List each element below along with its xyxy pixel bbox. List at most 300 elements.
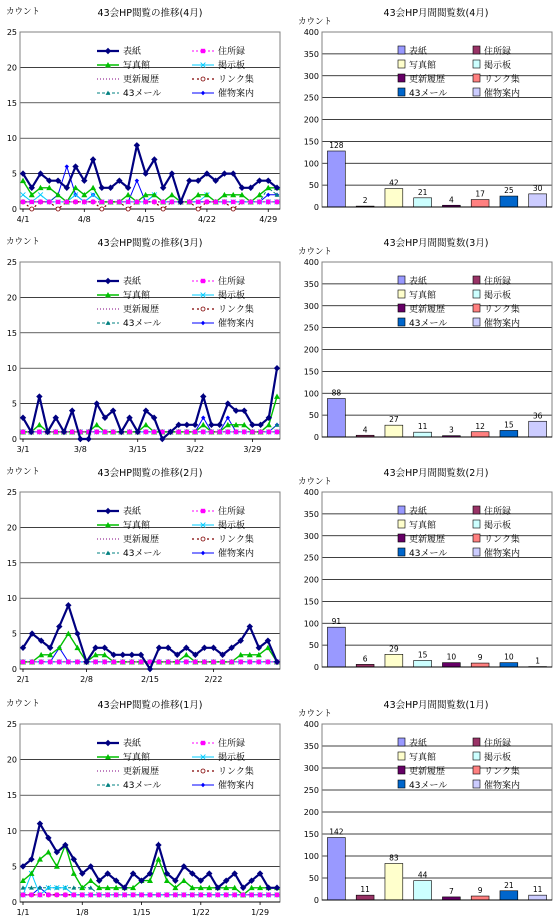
data-point-1 bbox=[148, 893, 152, 897]
bar bbox=[385, 425, 403, 437]
data-point-1 bbox=[48, 660, 52, 664]
line-chart-february bbox=[0, 462, 282, 687]
y-tick-label: 5 bbox=[11, 169, 17, 179]
data-label: 6 bbox=[362, 654, 368, 664]
data-point-1 bbox=[82, 200, 86, 204]
y-tick-label: 350 bbox=[303, 49, 319, 59]
data-point-1 bbox=[111, 430, 115, 434]
legend-label: 催物案内 bbox=[484, 781, 521, 791]
y-axis-label: カウント bbox=[6, 237, 41, 247]
data-point-1 bbox=[73, 200, 77, 204]
data-point-1 bbox=[239, 660, 243, 664]
data-point-2 bbox=[183, 652, 189, 657]
legend-label: 住所録 bbox=[218, 507, 246, 517]
data-point-1 bbox=[250, 430, 254, 434]
data-point-1 bbox=[267, 430, 271, 434]
bar bbox=[471, 663, 489, 667]
legend-marker bbox=[201, 279, 205, 283]
y-tick-label: 350 bbox=[303, 279, 319, 289]
data-point-0 bbox=[129, 652, 135, 658]
chart-title: 43会HP月間閲覧数(1月) bbox=[383, 700, 489, 711]
data-point-3 bbox=[38, 192, 43, 197]
y-tick-label: 20 bbox=[6, 63, 17, 73]
data-point-1 bbox=[117, 200, 121, 204]
legend-swatch bbox=[398, 74, 405, 82]
legend-label: 更新履歴 bbox=[123, 535, 160, 545]
data-point-2 bbox=[169, 192, 175, 197]
bar bbox=[327, 627, 345, 667]
legend-label: 表紙 bbox=[409, 739, 428, 749]
data-point-1 bbox=[216, 893, 220, 897]
data-point-2 bbox=[200, 422, 206, 427]
data-point-1 bbox=[161, 200, 165, 204]
data-point-1 bbox=[217, 430, 221, 434]
y-tick-label: 300 bbox=[303, 531, 319, 541]
data-label: 7 bbox=[448, 886, 454, 896]
y-tick-label: 50 bbox=[308, 874, 319, 883]
x-tick-label: 3/8 bbox=[73, 445, 87, 454]
y-tick-label: 250 bbox=[303, 786, 319, 795]
y-axis-label: カウント bbox=[298, 17, 333, 27]
y-tick-label: 250 bbox=[303, 93, 319, 103]
legend bbox=[97, 505, 254, 559]
legend-label: 表紙 bbox=[123, 739, 142, 749]
data-point-1 bbox=[38, 893, 42, 897]
bar-chart-january bbox=[286, 694, 556, 920]
series-1 bbox=[21, 660, 279, 664]
x-tick-label: 2/1 bbox=[16, 675, 30, 684]
y-tick-label: 350 bbox=[303, 742, 319, 751]
legend-label: 住所録 bbox=[218, 277, 246, 287]
y-axis-label: カウント bbox=[6, 467, 41, 477]
bar bbox=[500, 891, 518, 900]
data-point-2 bbox=[155, 856, 161, 861]
data-point-1 bbox=[170, 200, 174, 204]
legend-label: 表紙 bbox=[409, 507, 428, 517]
legend-swatch bbox=[398, 752, 405, 760]
data-point-5 bbox=[56, 207, 60, 211]
x-tick-label: 1/15 bbox=[132, 908, 151, 917]
data-point-2 bbox=[274, 394, 280, 399]
legend-label: リンク集 bbox=[218, 305, 254, 315]
data-point-1 bbox=[182, 893, 186, 897]
bar bbox=[442, 663, 460, 667]
data-point-0 bbox=[274, 365, 280, 371]
data-point-1 bbox=[30, 200, 34, 204]
legend-marker bbox=[201, 537, 205, 541]
legend-swatch bbox=[473, 276, 480, 284]
data-point-1 bbox=[205, 200, 209, 204]
data-point-1 bbox=[258, 430, 262, 434]
data-point-1 bbox=[139, 660, 143, 664]
legend-label: リンク集 bbox=[484, 767, 520, 777]
data-point-1 bbox=[240, 200, 244, 204]
chart-title: 43会HP月間閲覧数(3月) bbox=[383, 238, 489, 249]
legend-label: 43メール bbox=[123, 549, 162, 559]
data-label: 11 bbox=[360, 885, 370, 895]
legend bbox=[398, 505, 520, 559]
data-label: 11 bbox=[417, 422, 428, 432]
data-point-1 bbox=[97, 893, 101, 897]
bar bbox=[414, 881, 432, 900]
legend-swatch bbox=[398, 766, 405, 774]
data-point-1 bbox=[232, 893, 236, 897]
legend-label: 写真館 bbox=[123, 291, 151, 301]
data-point-1 bbox=[114, 893, 118, 897]
data-point-2 bbox=[164, 878, 170, 883]
data-point-1 bbox=[57, 660, 61, 664]
data-point-1 bbox=[143, 200, 147, 204]
legend-swatch bbox=[473, 88, 480, 96]
legend-label: リンク集 bbox=[218, 767, 254, 777]
bar bbox=[471, 432, 489, 437]
data-point-1 bbox=[70, 430, 74, 434]
data-point-0 bbox=[56, 623, 62, 629]
legend-swatch bbox=[473, 304, 480, 312]
data-point-5 bbox=[231, 207, 235, 211]
legend-label: 掲示板 bbox=[218, 291, 246, 301]
data-point-1 bbox=[103, 430, 107, 434]
data-point-0 bbox=[85, 436, 91, 442]
y-tick-label: 300 bbox=[303, 301, 319, 311]
data-point-1 bbox=[126, 200, 130, 204]
y-tick-label: 100 bbox=[303, 159, 319, 169]
legend-label: 更新履歴 bbox=[409, 305, 446, 315]
data-point-1 bbox=[266, 200, 270, 204]
data-point-1 bbox=[156, 893, 160, 897]
data-point-1 bbox=[257, 200, 261, 204]
legend-swatch bbox=[398, 506, 405, 514]
data-point-0 bbox=[134, 142, 140, 148]
data-label: 10 bbox=[504, 652, 514, 662]
data-label: 10 bbox=[446, 652, 457, 662]
data-label: 11 bbox=[532, 885, 543, 895]
data-point-0 bbox=[77, 436, 83, 442]
data-point-1 bbox=[249, 893, 253, 897]
legend-swatch bbox=[398, 534, 405, 542]
data-point-1 bbox=[66, 660, 70, 664]
legend-marker bbox=[201, 321, 205, 325]
y-tick-label: 0 bbox=[313, 203, 319, 212]
legend-marker bbox=[201, 551, 205, 555]
data-point-1 bbox=[63, 893, 67, 897]
legend-label: 表紙 bbox=[409, 47, 428, 57]
x-tick-label: 2/22 bbox=[204, 675, 223, 684]
data-point-7 bbox=[226, 416, 230, 420]
data-label: 88 bbox=[331, 388, 342, 398]
data-point-1 bbox=[193, 660, 197, 664]
y-tick-label: 0 bbox=[313, 663, 319, 672]
data-point-1 bbox=[108, 200, 112, 204]
legend-label: 表紙 bbox=[123, 507, 142, 517]
y-tick-label: 400 bbox=[303, 258, 319, 267]
y-tick-label: 150 bbox=[303, 830, 319, 839]
y-tick-label: 100 bbox=[303, 619, 319, 629]
legend-swatch bbox=[473, 548, 480, 556]
plot-area bbox=[20, 262, 280, 439]
x-tick-label: 3/22 bbox=[186, 445, 205, 454]
data-point-2 bbox=[45, 849, 51, 854]
legend-swatch bbox=[398, 276, 405, 284]
data-point-1 bbox=[266, 893, 270, 897]
legend-label: 住所録 bbox=[484, 277, 512, 287]
legend-swatch bbox=[473, 46, 480, 54]
legend-label: 43メール bbox=[409, 781, 448, 791]
data-point-1 bbox=[121, 660, 125, 664]
data-point-1 bbox=[55, 893, 59, 897]
data-point-1 bbox=[275, 893, 279, 897]
y-tick-label: 25 bbox=[6, 28, 17, 37]
legend-label: 掲示板 bbox=[218, 753, 246, 763]
legend-swatch bbox=[473, 534, 480, 542]
y-tick-label: 10 bbox=[6, 594, 17, 604]
legend-marker bbox=[201, 783, 205, 787]
data-point-0 bbox=[156, 645, 162, 651]
data-point-1 bbox=[275, 200, 279, 204]
y-tick-label: 15 bbox=[6, 98, 17, 108]
legend-swatch bbox=[473, 752, 480, 760]
data-label: 42 bbox=[389, 178, 399, 188]
y-tick-label: 5 bbox=[11, 629, 17, 639]
chart-title: 43会HP閲覧の推移(2月) bbox=[97, 468, 203, 479]
data-point-0 bbox=[74, 630, 80, 636]
legend-label: 更新履歴 bbox=[123, 75, 160, 85]
legend-label: 写真館 bbox=[409, 521, 437, 531]
data-point-1 bbox=[112, 660, 116, 664]
data-point-1 bbox=[202, 660, 206, 664]
data-point-1 bbox=[152, 430, 156, 434]
series-line-5 bbox=[23, 202, 277, 209]
y-tick-label: 20 bbox=[6, 523, 17, 533]
data-point-1 bbox=[105, 893, 109, 897]
chart-title: 43会HP閲覧の推移(1月) bbox=[97, 700, 203, 711]
legend-label: 写真館 bbox=[123, 753, 151, 763]
legend-swatch bbox=[473, 74, 480, 82]
y-tick-label: 350 bbox=[303, 509, 319, 519]
y-tick-label: 200 bbox=[303, 115, 319, 125]
y-tick-label: 250 bbox=[303, 323, 319, 333]
data-point-1 bbox=[213, 200, 217, 204]
y-tick-label: 200 bbox=[303, 575, 319, 585]
data-point-1 bbox=[131, 893, 135, 897]
bar bbox=[327, 399, 345, 438]
data-point-0 bbox=[65, 602, 71, 608]
y-tick-label: 400 bbox=[303, 720, 319, 729]
legend-label: 更新履歴 bbox=[409, 75, 446, 85]
data-point-1 bbox=[72, 893, 76, 897]
y-tick-label: 0 bbox=[11, 898, 17, 907]
data-point-1 bbox=[56, 200, 60, 204]
data-point-0 bbox=[155, 842, 161, 848]
data-label: 4 bbox=[448, 195, 454, 205]
y-axis-label: カウント bbox=[6, 7, 41, 17]
data-point-2 bbox=[181, 878, 187, 883]
legend-label: リンク集 bbox=[218, 535, 254, 545]
line-chart-march bbox=[0, 232, 282, 457]
x-tick-label: 4/29 bbox=[259, 215, 278, 224]
x-tick-label: 1/8 bbox=[75, 908, 89, 917]
data-point-1 bbox=[201, 430, 205, 434]
data-point-3 bbox=[21, 192, 26, 197]
data-point-1 bbox=[75, 660, 79, 664]
chart-title: 43会HP閲覧の推移(3月) bbox=[97, 238, 203, 249]
data-point-1 bbox=[122, 893, 126, 897]
legend-label: 住所録 bbox=[484, 507, 512, 517]
data-point-1 bbox=[165, 893, 169, 897]
data-point-0 bbox=[120, 652, 126, 658]
data-point-1 bbox=[21, 430, 25, 434]
y-tick-label: 400 bbox=[303, 28, 319, 37]
data-point-1 bbox=[207, 893, 211, 897]
legend-swatch bbox=[398, 290, 405, 298]
x-tick-label: 3/29 bbox=[243, 445, 262, 454]
legend bbox=[97, 275, 254, 329]
data-point-1 bbox=[187, 200, 191, 204]
x-tick-label: 1/29 bbox=[251, 908, 270, 917]
data-point-1 bbox=[102, 660, 106, 664]
data-point-1 bbox=[135, 200, 139, 204]
legend bbox=[97, 737, 254, 791]
data-point-1 bbox=[175, 660, 179, 664]
legend-label: 住所録 bbox=[484, 47, 512, 57]
data-point-1 bbox=[38, 200, 42, 204]
data-point-1 bbox=[209, 430, 213, 434]
data-point-1 bbox=[139, 893, 143, 897]
legend-label: 43メール bbox=[409, 89, 448, 99]
data-point-7 bbox=[201, 416, 205, 420]
legend-label: 催物案内 bbox=[484, 89, 521, 99]
legend-label: 43メール bbox=[409, 549, 448, 559]
legend-label: 表紙 bbox=[409, 277, 428, 287]
x-tick-label: 3/15 bbox=[128, 445, 147, 454]
data-point-1 bbox=[176, 430, 180, 434]
data-point-1 bbox=[184, 660, 188, 664]
data-label: 44 bbox=[417, 870, 428, 880]
y-tick-label: 5 bbox=[11, 399, 17, 409]
legend-label: 写真館 bbox=[409, 61, 437, 71]
data-label: 1 bbox=[535, 656, 541, 666]
legend-label: 写真館 bbox=[123, 521, 151, 531]
data-point-7 bbox=[65, 164, 69, 168]
legend-swatch bbox=[473, 520, 480, 528]
y-tick-label: 15 bbox=[6, 558, 17, 568]
data-point-1 bbox=[220, 660, 224, 664]
data-point-2 bbox=[143, 422, 149, 427]
y-tick-label: 25 bbox=[6, 488, 17, 497]
legend-label: リンク集 bbox=[484, 305, 520, 315]
legend-swatch bbox=[398, 46, 405, 54]
data-point-2 bbox=[94, 422, 100, 427]
data-point-5 bbox=[161, 207, 165, 211]
y-tick-label: 50 bbox=[308, 411, 319, 421]
x-tick-label: 1/22 bbox=[191, 908, 210, 917]
data-point-1 bbox=[93, 660, 97, 664]
legend-label: 催物案内 bbox=[218, 549, 255, 559]
data-point-5 bbox=[126, 207, 130, 211]
legend bbox=[398, 45, 520, 99]
data-point-1 bbox=[91, 200, 95, 204]
legend-label: リンク集 bbox=[484, 75, 520, 85]
y-tick-label: 200 bbox=[303, 808, 319, 817]
legend-marker bbox=[201, 307, 205, 311]
legend bbox=[97, 45, 254, 99]
data-point-5 bbox=[196, 207, 200, 211]
bar bbox=[414, 432, 432, 437]
data-point-1 bbox=[21, 893, 25, 897]
bar bbox=[385, 189, 403, 207]
legend bbox=[398, 737, 520, 791]
data-label: 91 bbox=[331, 617, 342, 627]
data-point-0 bbox=[200, 393, 206, 399]
x-tick-label: 4/8 bbox=[77, 215, 91, 224]
legend-label: 写真館 bbox=[123, 61, 151, 71]
data-point-2 bbox=[36, 422, 42, 427]
x-tick-label: 4/22 bbox=[197, 215, 216, 224]
y-tick-label: 150 bbox=[303, 137, 319, 147]
bar bbox=[529, 895, 547, 900]
legend-swatch bbox=[473, 60, 480, 68]
line-chart-april bbox=[0, 2, 282, 227]
data-point-1 bbox=[229, 660, 233, 664]
data-point-2 bbox=[71, 871, 77, 876]
data-point-1 bbox=[231, 200, 235, 204]
y-tick-label: 0 bbox=[313, 433, 319, 442]
y-tick-label: 0 bbox=[11, 665, 17, 674]
y-tick-label: 0 bbox=[11, 205, 17, 214]
legend-swatch bbox=[473, 506, 480, 514]
data-point-0 bbox=[69, 407, 75, 413]
legend-marker bbox=[105, 508, 111, 514]
y-tick-label: 300 bbox=[303, 71, 319, 81]
line-chart-january bbox=[0, 694, 282, 920]
data-point-1 bbox=[152, 200, 156, 204]
data-point-1 bbox=[54, 430, 58, 434]
y-tick-label: 20 bbox=[6, 755, 17, 765]
data-point-1 bbox=[30, 660, 34, 664]
data-point-0 bbox=[36, 393, 42, 399]
y-axis-label: カウント bbox=[298, 709, 333, 719]
data-point-1 bbox=[249, 200, 253, 204]
x-tick-label: 1/1 bbox=[16, 908, 30, 917]
data-label: 128 bbox=[329, 141, 344, 150]
legend-label: 写真館 bbox=[409, 291, 437, 301]
legend-label: リンク集 bbox=[218, 75, 254, 85]
legend-swatch bbox=[473, 780, 480, 788]
chart-title: 43会HP月間閲覧数(2月) bbox=[383, 468, 489, 479]
data-point-1 bbox=[211, 660, 215, 664]
data-point-1 bbox=[185, 430, 189, 434]
legend-swatch bbox=[398, 318, 405, 326]
legend-label: 更新履歴 bbox=[123, 305, 160, 315]
series-2 bbox=[20, 631, 280, 665]
legend-label: 催物案内 bbox=[218, 319, 255, 329]
data-point-0 bbox=[99, 185, 105, 191]
data-point-1 bbox=[242, 430, 246, 434]
data-label: 21 bbox=[417, 187, 428, 197]
data-point-1 bbox=[266, 660, 270, 664]
legend-marker bbox=[105, 48, 111, 54]
y-tick-label: 300 bbox=[303, 764, 319, 773]
bar bbox=[471, 200, 489, 207]
y-tick-label: 0 bbox=[11, 435, 17, 444]
data-point-2 bbox=[90, 185, 96, 190]
y-tick-label: 5 bbox=[11, 862, 17, 872]
data-point-1 bbox=[127, 430, 131, 434]
bar bbox=[385, 654, 403, 667]
y-tick-label: 20 bbox=[6, 293, 17, 303]
legend-swatch bbox=[473, 318, 480, 326]
legend-marker bbox=[201, 91, 205, 95]
